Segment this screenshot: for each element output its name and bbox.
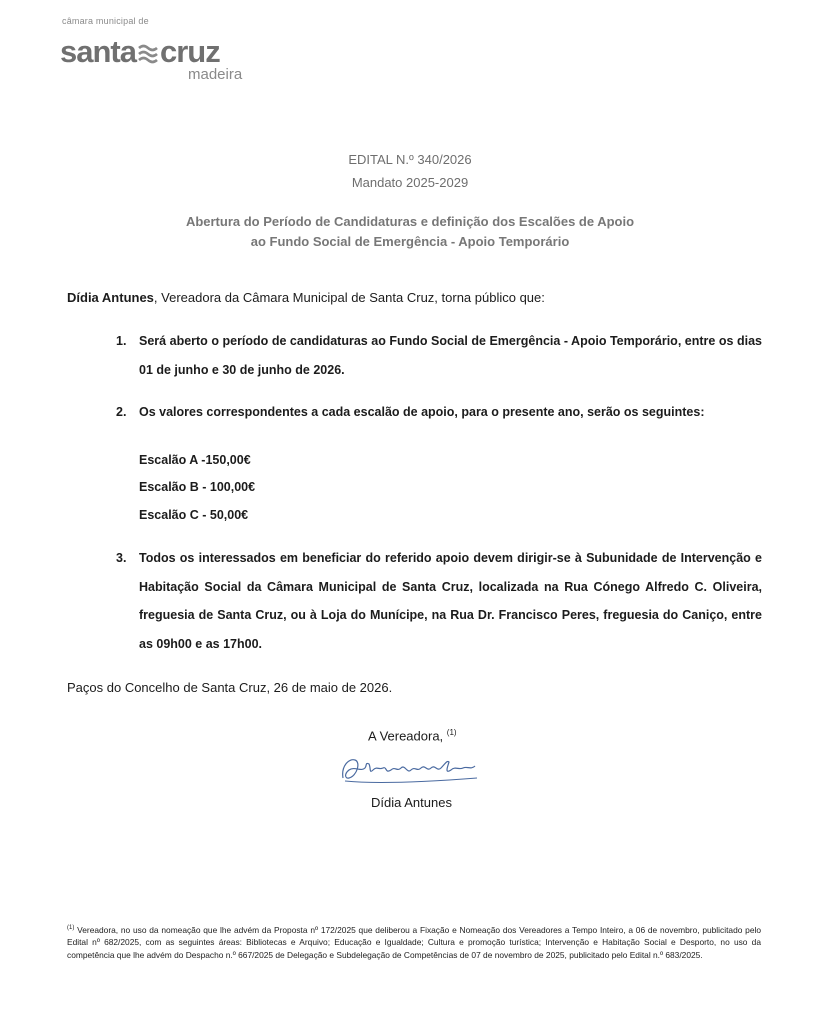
role-note-mark: (1) [446, 728, 457, 737]
footnote [67, 922, 761, 961]
escalao-c: Escalão C - 50,00€ [139, 508, 249, 522]
logo-name [60, 34, 220, 70]
document-subtitle [0, 212, 820, 252]
escalao-a: Escalão A -150,00€ [139, 453, 251, 467]
logo-top-text: câmara municipal de [62, 16, 149, 26]
logo-name-b: cruz [159, 34, 220, 69]
list-item [116, 544, 762, 658]
subtitle-line-1: Abertura do Período de Candidaturas e definição dos Escalões de Apoio [185, 214, 635, 229]
intro-text: , Vereadora da Câmara Municipal de Santa Cruz, torna público que: [153, 290, 545, 305]
handwritten-signature [335, 748, 485, 788]
footnote-mark: (1) [67, 925, 75, 931]
role-text: A Vereadora, [368, 728, 444, 744]
footnote-text: Vereadora, no uso da nomeação que lhe advém da Proposta nº 172/2025 que deliberou a Fixação e Nomeação dos Vereadores a Tempo Inteiro, a 06 de novembro, publicitado pelo Edital nº 682/2025, com as seguintes áreas: Bibliotecas e Arquivo; Educação e Igualdade; Cultura e promoção turística; Intervenção e Habitação Social e Desporto, no uso da competência que lhe advém do Despacho n.º 667/2025 de Delegação e Subdelegação de Competências de 07 de novembro de 2025, publicitado pelo Edital n.º 683/2025. [67, 924, 761, 960]
subtitle-line-2: ao Fundo Social de Emergência - Apoio Temporário [250, 234, 570, 249]
item-number: 1. [116, 334, 127, 348]
item-text: Será aberto o período de candidaturas ao Fundo Social de Emergência - Apoio Temporário, entre os dias 01 de junho e 30 de junho de 2026. [139, 334, 762, 377]
item-text: Os valores correspondentes a cada escalão de apoio, para o presente ano, serão os seguintes: [139, 405, 705, 419]
intro-paragraph [67, 290, 545, 305]
item-text: Todos os interessados em beneficiar do referido apoio devem dirigir-se à Subunidade de Intervenção e Habitação Social da Câmara Municipal de Santa Cruz, localizada na Rua Cónego Alfredo C. Oliveira, freguesia de Santa Cruz, ou à Loja do Munícipe, na Rua Dr. Francisco Peres, freguesia do Caniço, entre as 09h00 e as 17h00. [139, 551, 762, 651]
item-number: 2. [116, 405, 127, 419]
logo-subtitle: madeira [188, 66, 243, 83]
logo-name-a: santa [60, 34, 136, 69]
intro-name: Dídia Antunes [67, 290, 154, 305]
signer-role [368, 728, 457, 743]
mandate-period: Mandato 2025-2029 [351, 175, 469, 190]
item-number: 3. [116, 551, 127, 565]
escalao-b: Escalão B - 100,00€ [139, 480, 256, 494]
list-item [116, 327, 762, 384]
list-item [116, 398, 762, 427]
place-date: Paços do Concelho de Santa Cruz, 26 de maio de 2026. [67, 680, 393, 695]
edital-number: EDITAL N.º 340/2026 [348, 152, 472, 167]
signer-name: Dídia Antunes [371, 795, 452, 810]
waves-icon [137, 42, 159, 64]
municipal-logo [60, 14, 260, 84]
